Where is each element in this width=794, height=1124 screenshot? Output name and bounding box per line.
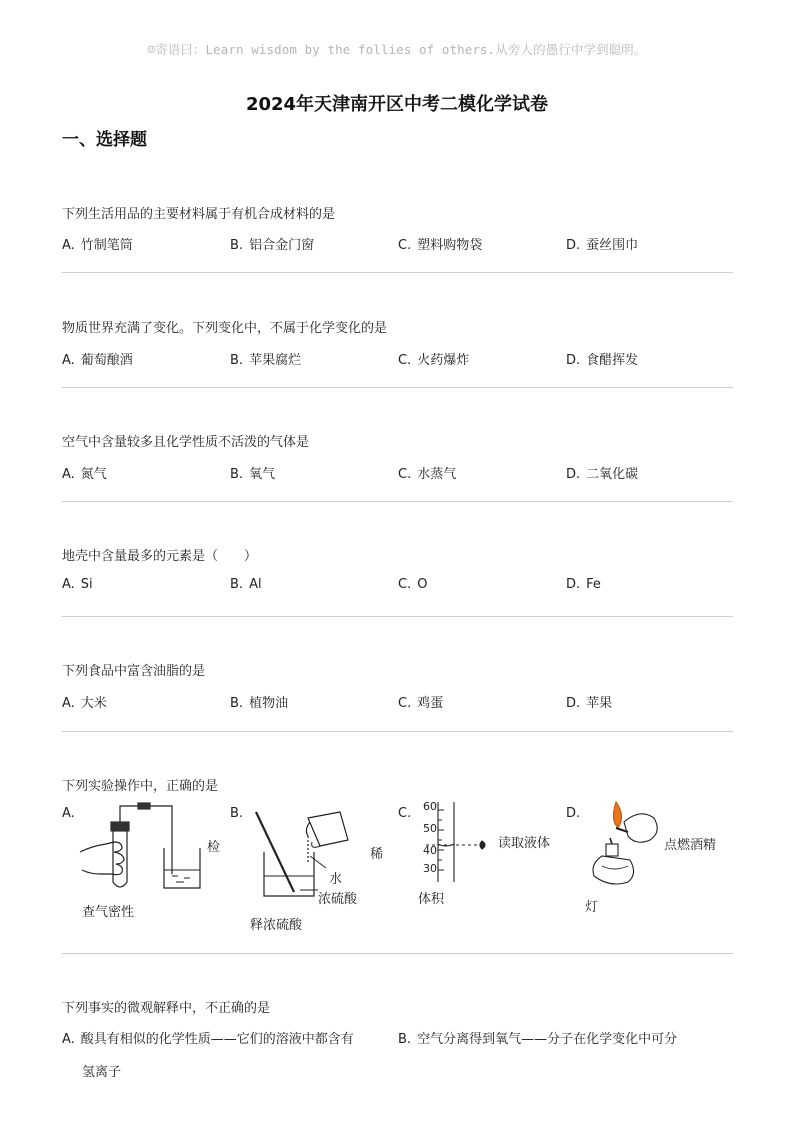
lamp-neck — [606, 844, 618, 856]
option-letter: A. — [62, 467, 75, 482]
alcohol-lamp-illustration — [580, 798, 666, 888]
option-letter: C. — [398, 467, 412, 482]
divider — [62, 501, 733, 502]
option-d[interactable] — [566, 349, 638, 368]
section-heading: 一、选择题 — [62, 130, 147, 150]
option-text: 氧气 — [249, 467, 276, 482]
option-text: 鸡蛋 — [417, 696, 444, 711]
option-letter: D. — [566, 238, 581, 253]
alcohol-lamp — [593, 856, 634, 884]
option-c[interactable] — [398, 463, 456, 482]
divider — [62, 272, 733, 273]
option-text: 火药爆炸 — [417, 353, 470, 368]
option-c[interactable] — [398, 577, 427, 592]
option-b[interactable] — [230, 349, 301, 368]
option-text: O — [417, 577, 428, 592]
option-letter: D. — [566, 467, 581, 482]
divider — [62, 953, 733, 954]
tick-50: 50 — [423, 822, 437, 835]
option-a[interactable] — [62, 234, 133, 253]
tilted-lamp — [624, 814, 657, 842]
page-title: 2024年天津南开区中考二模化学试卷 — [245, 94, 549, 115]
option-text: 植物油 — [249, 696, 289, 711]
caption-bottom: 查气密性 — [82, 905, 135, 920]
option-c[interactable] — [398, 234, 482, 253]
option-letter: D. — [566, 577, 581, 592]
question-stem: 下列食品中富含油脂的是 — [62, 664, 206, 679]
bubbles — [172, 876, 190, 882]
option-c[interactable] — [398, 692, 443, 711]
option-a[interactable] — [62, 349, 133, 368]
caption-right: 检 — [207, 840, 221, 855]
question-stem: 物质世界充满了变化。下列变化中，不属于化学变化的是 — [62, 321, 388, 336]
tick-60: 60 — [423, 800, 437, 813]
tick-40: 40 — [423, 844, 437, 857]
eye-icon — [480, 841, 485, 849]
question-stem: 下列事实的微观解释中，不正确的是 — [62, 1001, 271, 1016]
divider — [62, 731, 733, 732]
option-text: 铝合金门窗 — [249, 238, 315, 253]
hand — [80, 842, 124, 875]
question-stem: 空气中含量较多且化学性质不活泼的气体是 — [62, 435, 310, 450]
pour-spout — [306, 822, 310, 836]
option-letter: B. — [230, 577, 244, 592]
option-b[interactable] — [230, 692, 288, 711]
option-d[interactable] — [566, 234, 638, 253]
option-text: 食醋挥发 — [586, 353, 639, 368]
option-letter: B. — [230, 696, 244, 711]
option-letter: D. — [566, 806, 581, 821]
option-b[interactable] — [230, 234, 314, 253]
option-b[interactable] — [230, 463, 275, 482]
option-c[interactable] — [398, 349, 469, 368]
option-letter: A. — [62, 353, 75, 368]
option-letter: B. — [230, 353, 244, 368]
question-stem: 下列生活用品的主要材料属于有机合成材料的是 — [62, 207, 336, 222]
option-letter: A. — [62, 696, 75, 711]
option-letter: C. — [398, 353, 412, 368]
option-text: 苹果 — [586, 696, 613, 711]
label-water: 水 — [329, 872, 343, 887]
option-text: Fe — [586, 577, 601, 592]
option-text: 水蒸气 — [417, 467, 457, 482]
option-text: 塑料购物袋 — [417, 238, 483, 253]
option-d[interactable] — [566, 463, 638, 482]
label-acid: 浓硫酸 — [318, 892, 358, 907]
option-a[interactable] — [62, 692, 107, 711]
caption-right: 稀 — [370, 847, 384, 862]
option-letter: D. — [566, 353, 581, 368]
option-letter: C. — [398, 238, 412, 253]
option-d[interactable] — [566, 577, 601, 592]
caption-right: 点燃酒精 — [664, 838, 717, 853]
option-a-continued: 氢离子 — [82, 1065, 122, 1080]
lamp-liquid — [602, 866, 628, 869]
pointer-water — [310, 856, 326, 868]
airtight-check-illustration — [76, 800, 226, 896]
option-letter: C. — [398, 806, 412, 821]
caption-bottom: 释浓硫酸 — [250, 918, 303, 933]
option-text: Al — [249, 577, 262, 592]
pouring-beaker — [308, 812, 348, 846]
caption-right: 读取液体 — [498, 836, 551, 851]
divider — [62, 387, 733, 388]
option-letter: C. — [398, 696, 412, 711]
option-a[interactable] — [62, 463, 107, 482]
option-letter: B. — [230, 806, 244, 821]
beaker — [264, 852, 314, 896]
option-text: 竹制笔筒 — [80, 238, 133, 253]
option-letter: B. — [230, 238, 244, 253]
caption-bottom: 体积 — [418, 892, 445, 907]
question-stem: 地壳中含量最多的元素是（ ） — [62, 549, 258, 564]
option-letter: B. — [230, 467, 244, 482]
cylinder-ticks — [438, 810, 444, 870]
option-letter: A. — [62, 238, 75, 253]
glass-rod — [256, 812, 294, 892]
option-text: 空气分离得到氧气——分子在化学变化中可分 — [417, 1032, 678, 1047]
option-b[interactable] — [398, 1028, 677, 1047]
option-letter: A. — [62, 1032, 75, 1047]
rubber-stopper — [111, 822, 129, 831]
option-d[interactable] — [566, 692, 612, 711]
question-stem: 下列实验操作中，正确的是 — [62, 779, 219, 794]
option-text: 大米 — [80, 696, 107, 711]
option-letter: C. — [398, 577, 412, 592]
option-text: 二氧化碳 — [586, 467, 639, 482]
flame-icon — [613, 802, 621, 828]
option-letter: A. — [62, 806, 75, 821]
test-tube — [113, 830, 127, 887]
option-text: 苹果腐烂 — [249, 353, 302, 368]
option-b[interactable] — [230, 577, 262, 592]
option-text: 酸具有相似的化学性质——它们的溶液中都含有 — [80, 1032, 354, 1047]
divider — [62, 616, 733, 617]
option-text: 氮气 — [80, 467, 107, 482]
option-a[interactable] — [62, 1028, 354, 1047]
option-text: 蚕丝围巾 — [586, 238, 639, 253]
option-text: 葡萄酿酒 — [80, 353, 133, 368]
option-letter: B. — [398, 1032, 412, 1047]
option-text: Si — [80, 577, 93, 592]
caption-bottom: 灯 — [585, 900, 599, 915]
lamp-wick — [610, 838, 612, 844]
option-a[interactable] — [62, 577, 93, 592]
option-letter: D. — [566, 696, 581, 711]
tube-joint — [138, 803, 150, 809]
header-motto: ☺寄语曰：Learn wisdom by the follies of others.从旁人的愚行中学到聪明。 — [147, 42, 647, 57]
tick-30: 30 — [423, 862, 437, 875]
option-letter: A. — [62, 577, 75, 592]
